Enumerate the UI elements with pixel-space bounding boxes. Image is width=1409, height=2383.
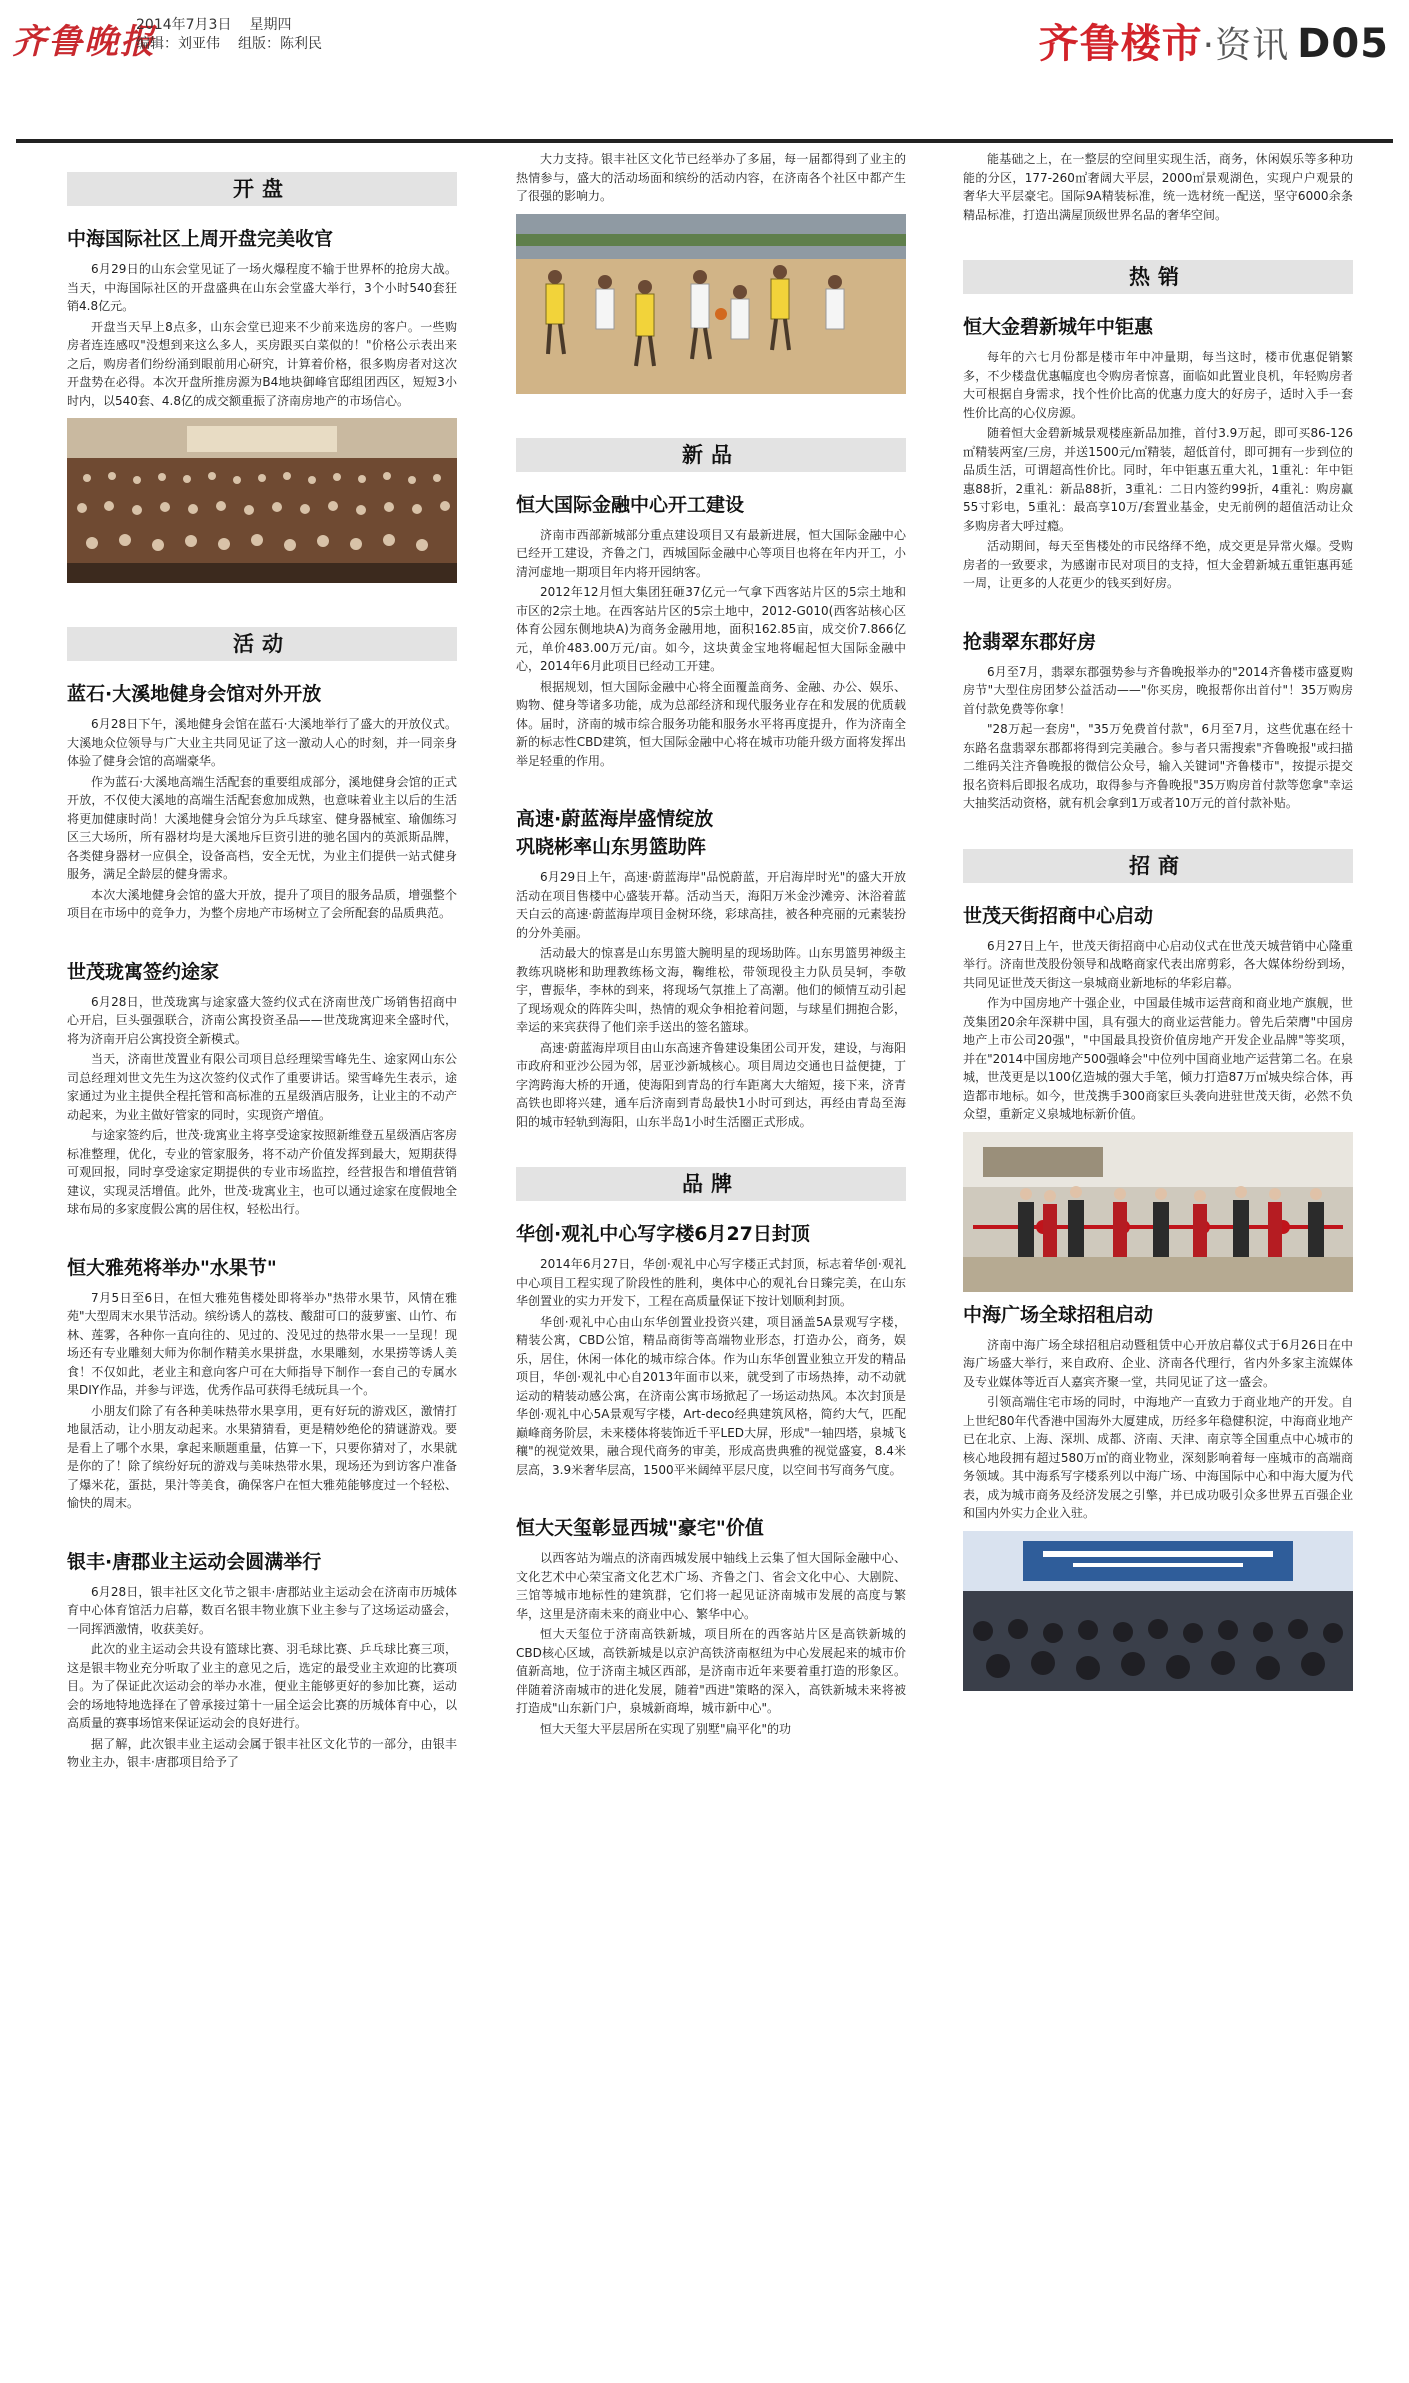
article-title: 恒大雅苑将举办"水果节" — [67, 1256, 277, 1279]
article-paragraph: 7月5日至6日，在恒大雅苑售楼处即将举办"热带水果节，风情在雅苑"大型周末水果节活动。缤纷诱人的荔枝、酸甜可口的菠萝蜜、山竹、布林、莲雾，各种你一直向往的、见过的、没见过的热带水果一一呈现！现场还有专业雕刻大师为你制作精美水果拼盘，水果雕刻，水果捞等诱人美食！不仅如此，老业主和意向客户可在大师指导下制作一套自己的专属水果DIY作品，并参与评选，优秀作品可获得毛绒玩具一个。 — [67, 1290, 457, 1397]
article-paragraph: 6月28日，银丰社区文化节之银丰·唐郡站业主运动会在济南市历城体育中心体育馆活力启幕，数百名银丰物业旗下业主参与了这场运动盛会，一同挥洒激情，收获美好。 — [67, 1584, 457, 1636]
article-paragraph: 据了解，此次银丰业主运动会属于银丰社区文化节的一部分，由银丰物业主办，银丰·唐郡项目给予了 — [67, 1736, 457, 1769]
article-title: 恒大国际金融中心开工建设 — [516, 493, 745, 516]
article-title: 世茂天街招商中心启动 — [963, 904, 1154, 927]
article-paragraph: 每年的六七月份都是楼市年中冲量期，每当这时，楼市优惠促销繁多，不少楼盘优惠幅度也令购房者惊喜，面临如此置业良机，年轻购房者大可根据自身需求，找个性价比高的优惠力度大的好房子，适时入手一套性价比高的心仪房源。 — [963, 350, 1353, 420]
section-header — [1039, 12, 1389, 69]
article-title: 银丰·唐郡业主运动会圆满举行 — [67, 1550, 322, 1573]
article-title: 世茂珑寓签约途家 — [67, 960, 220, 983]
issue-weekday: 星期四 — [249, 17, 292, 33]
article-paragraph: 恒大天玺位于济南高铁新城，项目所在的西客站片区是高铁新城的CBD核心区域，高铁新城是以京沪高铁济南枢纽为中心发展起来的城市价值新高地，位于济南主城区西部，是济南市近年来要着重打造的形象区。伴随着济南城市的进化发展，随着"西进"策略的深入，高铁新城未来将被打造成"山东新门户，泉城新商埠，城市新中心"。 — [516, 1627, 906, 1715]
issue-date: 2014年7月3日 — [136, 17, 232, 33]
article-paragraph: 随着恒大金碧新城景观楼座新品加推，首付3.9万起，即可买86-126㎡精装两室/三房，并送1500元/㎡精装，超低首付，即可拥有一步到位的品质生活，可谓超高性价比。同时，年中钜惠五重大礼，1重礼：年中钜惠88折，2重礼：新品88折，3重礼：二日内签约99折，4重礼：购房赢55寸彩电，5重礼：最高享10万/套置业基金，史无前例的超值活动让众多购房者大呼过瘾。 — [963, 426, 1353, 533]
article-title: 蓝石·大溪地健身会馆对外开放 — [67, 683, 322, 705]
article-paragraph: 活动期间，每天至售楼处的市民络绎不绝，成交更是异常火爆。受购房者的一致要求，为感谢市民对项目的支持，恒大金碧新城五重钜惠再延一周，让更多的人花更少的钱买到好房。 — [963, 539, 1353, 590]
article-paragraph: 6月28日，世茂珑寓与途家盛大签约仪式在济南世茂广场销售招商中心开启，巨头强强联合，济南公寓投资圣品——世茂珑寓迎来全盛时代，将为济南开启公寓投资全新模式。 — [67, 994, 457, 1046]
basketball-photo — [516, 214, 906, 394]
article-paragraph: 开盘当天早上8点多，山东会堂已迎来不少前来选房的客户。一些购房者连连感叹"没想到来这么多人，买房跟买白菜似的！"价格公示表出来之后，购房者们纷纷涌到眼前用心研究，计算着价格，很多购房者对这次开盘势在必得。本次开盘所推房源为B4地块御峰官邸组团西区，短短3小时内，以540套、4.8亿的成交额重振了济南房地产的市场信心。 — [67, 319, 457, 408]
article-title: 恒大金碧新城年中钜惠 — [963, 316, 1154, 338]
column-3 — [963, 150, 1353, 1701]
article-paragraph: 此次的业主运动会共设有篮球比赛、羽毛球比赛、乒乓球比赛三项，这是银丰物业充分听取了业主的意见之后，选定的最受业主欢迎的比赛项目。为了保证此次运动会的举办水准，便业主能够更好的参加比赛，运动会的场地特地选择在了曾承接过第十一届全运会比赛的历城体育中心，以高质量的赛事场馆来保证运动会的良好进行。 — [67, 1642, 457, 1730]
article-paragraph: 华创·观礼中心由山东华创置业投资兴建，项目涵盖5A景观写字楼，精装公寓，CBD公馆，精品商街等高端物业形态，打造办公，商务，娱乐，居住，休闲一体化的城市综合体。作为山东华创置业独立开发的精品项目，华创·观礼中心自2013年面市以来，就受到了市场热捧，动不动就运动的精装动感公寓，在济南公寓市场掀起了一场运动热风。本次封顶是华创·观礼中心5A景观写字楼，Art-deco经典建筑风格，简约大气，匹配巅峰商务阶层，未来楼体将装饰近千平LED大屏，形成"一轴四塔，泉城飞穰"的视觉效果，融合现代商务的审美，形成高贵典雅的视觉盛宴，8.4米层高，3.9米奢华层高，1500平米阔绰平层尺度，以空间书写商务气度。 — [516, 1314, 906, 1477]
article-paragraph: 2014年6月27日，华创·观礼中心写字楼正式封顶，标志着华创·观礼中心项目工程实现了阶段性的胜利，奥体中心的观礼台日臻完美，在山东华创置业的实力开发下，工程在高质量保证下按计划顺利封顶。 — [516, 1257, 906, 1308]
opening-crowd-photo — [67, 418, 457, 583]
article-paragraph: 大力支持。银丰社区文化节已经举办了多届，每一届都得到了业主的热情参与，盛大的活动场面和缤纷的活动内容，在济南各个社区中都产生了很强的影响力。 — [516, 152, 906, 203]
masthead — [0, 0, 1409, 135]
ribbon-cutting-photo — [963, 1132, 1353, 1292]
article-subtitle: 巩晓彬率山东男篮助阵 — [516, 836, 707, 858]
article-title: 中海广场全球招租启动 — [963, 1303, 1154, 1326]
article-title: 恒大天玺彰显西城"豪宅"价值 — [516, 1517, 764, 1539]
article-paragraph: 6月28日下午，溪地健身会馆在蓝石·大溪地举行了盛大的开放仪式。大溪地众位领导与广大业主共同见证了这一激动人心的时刻，并一同亲身体验了健身会馆的高端豪华。 — [67, 717, 457, 768]
article-paragraph: 作为中国房地产十强企业，中国最佳城市运营商和商业地产旗舰，世茂集团20余年深耕中国，具有强大的商业运营能力。曾先后荣膺"中国房地产上市公司20强"，"中国最具投资价值房地产开发企业品牌"等奖项，并在"2014中国房地产500强峰会"中位列中国商业地产运营第二名。在泉城，世茂更是以100亿造城的强大手笔，倾力打造87万㎡城央综合体，再造都市地标。如今，世茂携手300商家巨头袭向进驻世茂天街，必然不负众望，重新定义泉城地标新价值。 — [963, 996, 1353, 1121]
page-number: D05 — [1297, 21, 1389, 67]
article-title: 高速·蔚蓝海岸盛情绽放 — [516, 808, 714, 830]
band-opening: 开盘 — [67, 172, 457, 206]
article-paragraph: 高速·蔚蓝海岸项目由山东高速齐鲁建设集团公司开发，建设，与海阳市政府和亚沙公园为邻，居亚沙新城核心。项目周边交通也日益便捷，丁字湾跨海大桥的开通，使海阳到青岛的行车距离大大缩短，接下来，济青高铁也即将兴建，通车后济南到青岛最快1小时可到达，再经由青岛至海阳的城市轻轨到海阳，山东半岛1小时生活圈正式形成。 — [516, 1040, 906, 1129]
band-investment: 招商 — [963, 849, 1353, 883]
masthead-rule — [16, 139, 1393, 143]
band-new-product: 新品 — [516, 438, 906, 472]
article-paragraph: 2012年12月恒大集团狂砸37亿元一气拿下西客站片区的5宗土地和市区的2宗土地。在西客站片区的5宗土地中，2012-G010(西客站核心区体育公园东侧地块A)为商务金融用地，面积162.85亩，成交价7.866亿元，单价483.00万元/亩。如今，这块黄金宝地将崛起恒大国际金融中心，2014年6月此项目已经动工开建。 — [516, 585, 906, 673]
band-hot-sale: 热销 — [963, 260, 1353, 294]
article-paragraph: 当天，济南世茂置业有限公司项目总经理梁雪峰先生、途家网山东公司总经理刘世文先生为这次签约仪式作了重要讲话。梁雪峰先生表示，途家通过为业主提供全程托管和高标准的五星级酒店服务，让业主的不动产动起来，为业主做好管家的同时，实现资产增值。 — [67, 1052, 457, 1122]
band-brand: 品牌 — [516, 1167, 906, 1201]
article-paragraph: 6月29日的山东会堂见证了一场火爆程度不输于世界杯的抢房大战。当天，中海国际社区的开盘盛典在山东会堂盛大举行，3个小时540套狂销4.8亿元。 — [67, 262, 457, 313]
article-title: 中海国际社区上周开盘完美收官 — [67, 228, 334, 250]
column-1 — [67, 150, 457, 1774]
article-paragraph: 6月至7月，翡翠东郡强势参与齐鲁晚报举办的"2014齐鲁楼市盛夏购房节"大型住房团梦公益活动——"你买房，晚报帮你出首付"！35万购房首付款免费等你拿！ — [963, 664, 1353, 716]
article-paragraph: 6月27日上午，世茂天街招商中心启动仪式在世茂天城营销中心隆重举行。济南世茂股份领导和战略商家代表出席剪彩，各大媒体纷纷到场，共同见证世茂天街这一泉城商业新地标的华彩启幕。 — [963, 938, 1353, 990]
subsection-name: ·资讯 — [1202, 25, 1290, 66]
editor-credit: 编辑：刘亚伟 — [136, 36, 220, 52]
band-activity: 活动 — [67, 627, 457, 661]
newspaper-logo: 齐鲁晚报 — [12, 22, 156, 62]
article-title: 华创·观礼中心写字楼6月27日封顶 — [516, 1223, 810, 1245]
article-paragraph: 6月29日上午，高速·蔚蓝海岸"品悦蔚蓝，开启海岸时光"的盛大开放活动在项目售楼中心盛装开幕。活动当天，海阳万米金沙滩旁、沐浴着蓝天白云的高速·蔚蓝海岸项目金树环绕，彩球高挂，被各种亮丽的元素装扮的分外美丽。 — [516, 870, 906, 940]
article-paragraph: 能基础之上，在一整层的空间里实现生活，商务，休闲娱乐等多种功能的分区，177-260㎡奢阔大平层，2000㎡景观湖色，实现户户观景的奢华大平层豪宅。国际9A精装标准，统一选材统一配送，坚守6000余条精品标准，打造出满屋顶级世界名品的奢华空间。 — [963, 152, 1353, 222]
layout-credit: 组版：陈利民 — [238, 36, 322, 52]
issue-meta — [136, 16, 340, 54]
article-paragraph: 引领高端住宅市场的同时，中海地产一直致力于商业地产的开发。自上世纪80年代香港中国海外大厦建成，历经多年稳健积淀，中海商业地产已在北京、上海、深圳、成都、济南、天津、南京等全国重点中心城市的核心地段拥有超过580万㎡的商业物业，深刻影响着每一座城市的高端商务领域。其中海系写字楼系列以中海广场、中海国际中心和中海大厦为代表，成为城市商务及经济发展之引擎，并已成功吸引众多世界五百强企业和国内外实力企业入驻。 — [963, 1395, 1353, 1520]
column-2 — [516, 150, 906, 1740]
article-title: 抢翡翠东郡好房 — [963, 630, 1097, 653]
article-paragraph: 小朋友们除了有各种美味热带水果享用，更有好玩的游戏区，激情打地鼠活动，让小朋友动起来。水果猜猜看，更是精妙绝伦的猜谜游戏。要是看上了哪个水果，拿起来顺题重量，估算一下，只要你猜对了，水果就是你的了！除了缤纷好玩的游戏与美味热带水果，现场还为到访客户准备了爆米花，蛋挞，果汁等美食，确保客户在恒大雅苑能够度过一个轻松、愉快的周末。 — [67, 1403, 457, 1510]
article-paragraph: 以西客站为端点的济南西城发展中轴线上云集了恒大国际金融中心、文化艺术中心荣宝斋文化艺术广场、齐鲁之门、省会文化中心、大剧院、三馆等城市地标性的建筑群，它们将一起见证济南城市发展的高度与繁华，这里是济南未来的商业中心、繁华中心。 — [516, 1551, 906, 1621]
article-paragraph: 作为蓝石·大溪地高端生活配套的重要组成部分，溪地健身会馆的正式开放，不仅使大溪地的高端生活配套愈加成熟，也意味着业主以后的生活将更加健康时尚！大溪地健身会馆分为乒乓球室、健身器械室、瑜伽练习区三大场所，所有器材均是大溪地斥巨资引进的驰名国内的英派斯品牌，各类健身器材一应俱全，设备高档，安全无忧，为业主们提供一站式健身服务，满足全龄层的健身需求。 — [67, 774, 457, 881]
article-paragraph: 本次大溪地健身会馆的盛大开放，提升了项目的服务品质，增强整个项目在市场中的竞争力，为整个房地产市场树立了会所配套的品质典范。 — [67, 887, 457, 920]
article-paragraph: 恒大天玺大平层居所在实现了别墅"扁平化"的功 — [540, 1721, 792, 1736]
article-paragraph: "28万起一套房"，"35万免费首付款"，6月至7月，这些优惠在经十东路名盘翡翠东郡都将得到完美融合。参与者只需搜索"齐鲁晚报"或扫描二维码关注齐鲁晚报的微信公众号，输入关键词"齐鲁楼市"，按提示提交报名资料后即报名成功，取得参与齐鲁晚报"35万购房首付款等您拿"幸运大抽奖活动资格，就有机会拿到1万或者10万元的首付款补贴。 — [963, 722, 1353, 810]
article-paragraph: 与途家签约后，世茂·珑寓业主将享受途家按照新维登五星级酒店客房标准整理，优化，专业的管家服务，将不动产价值发挥到最大，短期获得可观回报，同时享受途家定期提供的专业市场监控，经营报告和增值营销建议，实现灵活增值。此外，世茂·珑寓业主，也可以通过途家在度假地全球布局的多家度假公寓的居住权，轻松出行。 — [67, 1128, 457, 1216]
launch-ceremony-photo — [963, 1531, 1353, 1691]
article-paragraph: 济南中海广场全球招租启动暨租赁中心开放启幕仪式于6月26日在中海广场盛大举行，来自政府、企业、济南各代理行，省内外多家主流媒体及专业媒体等近百人嘉宾齐聚一堂，共同见证了这一盛会。 — [963, 1337, 1353, 1389]
article-paragraph: 根据规划，恒大国际金融中心将全面覆盖商务、金融、办公、娱乐、购物、健身等诸多功能，成为总部经济和现代服务业存在和发展的优质载体。届时，济南的城市综合服务功能和服务水平将再度提升，作为济南全新的标志性CBD建筑，恒大国际金融中心将在城市功能升级方面将发挥出举足轻重的作用。 — [516, 679, 906, 768]
article-paragraph: 活动最大的惊喜是山东男篮大腕明星的现场助阵。山东男篮男神级主教练巩晓彬和助理教练杨文海，鞠维松，带领现役主力队员吴轲，李敬宇，曹振华，李林的到来，将现场气氛推上了高潮。他们的倾情互动引起了现场观众的阵阵尖叫，热情的观众争相抢着问题，与球星们拥抱合影，幸运的来宾获得了他们亲手送出的签名篮球。 — [516, 946, 906, 1034]
article-paragraph: 济南市西部新城部分重点建设项目又有最新进展，恒大国际金融中心已经开工建设，齐鲁之门，西城国际金融中心等项目也将在年内开工，小清河虚地一期项目年内将开园纳客。 — [516, 527, 906, 579]
section-name: 齐鲁楼市 — [1038, 21, 1203, 67]
